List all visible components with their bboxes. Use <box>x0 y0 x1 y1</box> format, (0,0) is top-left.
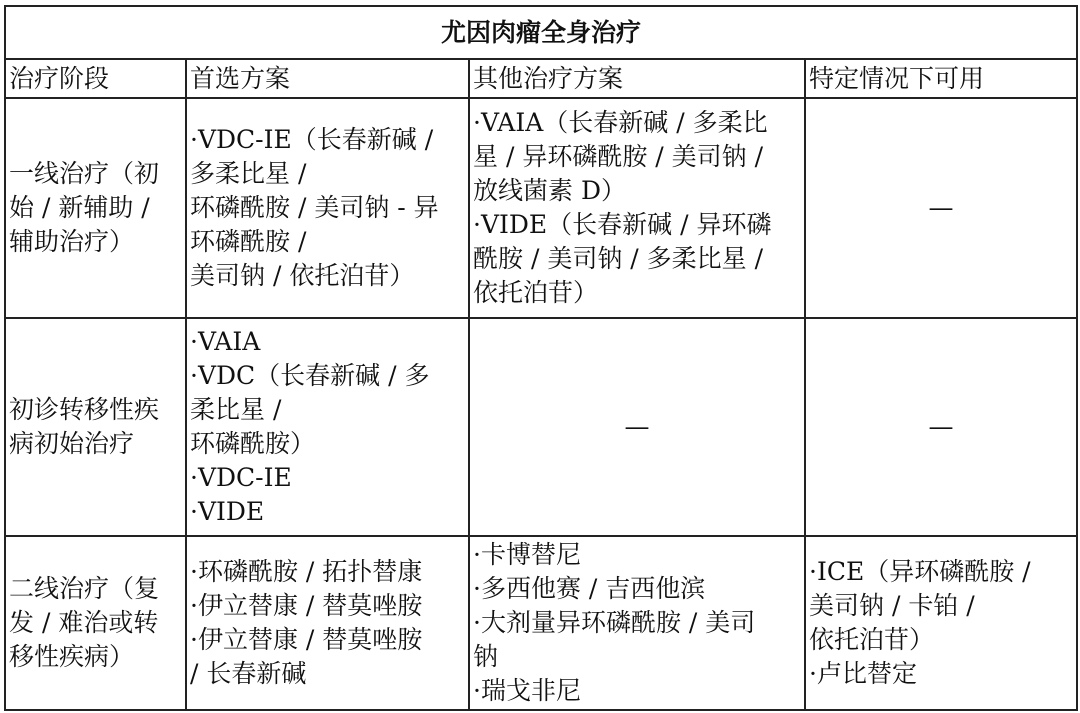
empty-dash: — <box>928 193 954 222</box>
cell-line: 辅助治疗） <box>9 227 135 256</box>
cell-line: ·多西他赛 / 吉西他滨 <box>473 574 706 603</box>
cell-line: ·环磷酰胺 / 拓扑替康 <box>190 557 423 586</box>
other-cell <box>469 536 805 710</box>
cell-line: / 长春新碱 <box>190 659 307 688</box>
cell-line: ·伊立替康 / 替莫唑胺 <box>190 625 423 654</box>
table-row <box>5 98 1077 318</box>
preferred-cell <box>186 98 469 318</box>
cell-line: 钠 <box>473 642 499 671</box>
cell-line: ·VIDE（长春新碱 / 异环磷 <box>473 210 772 239</box>
cell-line: 一线治疗（初 <box>9 159 160 188</box>
stage-cell <box>5 98 186 318</box>
cell-line: 美司钠 / 依托泊苷） <box>190 261 415 290</box>
cell-line: 放线菌素 D） <box>473 176 626 205</box>
cell-line: 美司钠 / 卡铂 / <box>809 591 975 620</box>
table-row <box>5 536 1077 710</box>
cell-line: 环磷酰胺） <box>190 429 316 458</box>
stage-cell <box>5 318 186 536</box>
cell-line: ·卡博替尼 <box>473 540 581 569</box>
header-other: 其他治疗方案 <box>469 59 805 98</box>
cell-line: ·瑞戈非尼 <box>473 676 581 705</box>
cell-line: ·VAIA（长春新碱 / 多柔比 <box>473 108 768 137</box>
cell-line: 环磷酰胺 / 美司钠 - 异 <box>190 193 439 222</box>
cell-line: 柔比星 / <box>190 395 282 424</box>
cell-line: 病初始治疗 <box>9 429 135 458</box>
specific-cell <box>805 98 1077 318</box>
cell-line: 依托泊苷） <box>809 625 935 654</box>
cell-line: 星 / 异环磷酰胺 / 美司钠 / <box>473 142 764 171</box>
table-row <box>5 318 1077 536</box>
cell-line: 环磷酰胺 / <box>190 227 307 256</box>
specific-cell <box>805 318 1077 536</box>
cell-line: ·卢比替定 <box>809 659 917 688</box>
cell-line: ·VIDE <box>190 497 265 526</box>
header-row <box>5 59 1077 98</box>
cell-line: 酰胺 / 美司钠 / 多柔比星 / <box>473 244 764 273</box>
cell-line: ·VAIA <box>190 327 261 356</box>
header-specific: 特定情况下可用 <box>805 59 1077 98</box>
table-title: 尤因肉瘤全身治疗 <box>5 6 1077 59</box>
cell-line: 始 / 新辅助 / <box>9 193 150 222</box>
cell-line: ·大剂量异环磷酰胺 / 美司 <box>473 608 756 637</box>
other-cell <box>469 318 805 536</box>
cell-line: 发 / 难治或转 <box>9 608 159 637</box>
cell-line: 二线治疗（复 <box>9 574 160 603</box>
specific-cell <box>805 536 1077 710</box>
header-stage: 治疗阶段 <box>5 59 186 98</box>
stage-cell <box>5 536 186 710</box>
cell-line: 多柔比星 / <box>190 159 307 188</box>
cell-line: ·VDC-IE（长春新碱 / <box>190 125 434 154</box>
cell-line: ·VDC-IE <box>190 463 292 492</box>
cell-line: ·VDC（长春新碱 / 多 <box>190 361 430 390</box>
preferred-cell <box>186 536 469 710</box>
cell-line: 依托泊苷） <box>473 278 599 307</box>
empty-dash: — <box>624 412 650 441</box>
cell-line: 初诊转移性疾 <box>9 395 160 424</box>
cell-line: 移性疾病） <box>9 642 135 671</box>
header-preferred: 首选方案 <box>186 59 469 98</box>
title-row <box>5 6 1077 59</box>
cell-line: ·伊立替康 / 替莫唑胺 <box>190 591 423 620</box>
therapy-table <box>4 5 1078 711</box>
empty-dash: — <box>928 412 954 441</box>
other-cell <box>469 98 805 318</box>
cell-line: ·ICE（异环磷酰胺 / <box>809 557 1031 586</box>
preferred-cell <box>186 318 469 536</box>
